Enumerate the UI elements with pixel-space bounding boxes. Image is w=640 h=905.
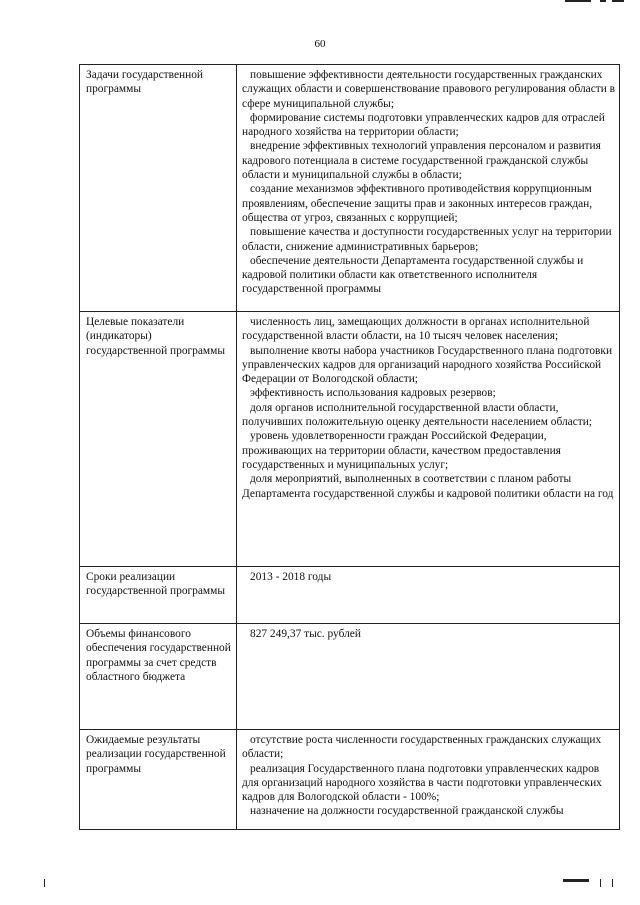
scan-mark bbox=[600, 0, 606, 2]
table-row bbox=[80, 730, 620, 830]
task-item: внедрение эффективных технологий управления персоналом и развития кадрового потенциала в системе государственной гражданской службы области и муниципальной службы в области; bbox=[242, 140, 601, 182]
scan-mark bbox=[565, 0, 591, 2]
task-item: повышение эффективности деятельности государственных гражданских служащих области и совершенствование правового регулирования области в сфере муниципальной службы; bbox=[242, 69, 616, 110]
indicator-item: доля мероприятий, выполненных в соответствии с планом работы Департамента государственной службы и кадровой политики области на год bbox=[242, 473, 614, 500]
row-label: Ожидаемые результаты реализации государственной программы bbox=[80, 730, 237, 830]
indicator-item: выполнение квоты набора участников Государственного плана подготовки управленческих кадров для организаций народного хозяйства Российской Федерации от Вологодской области; bbox=[242, 344, 613, 386]
scan-mark bbox=[600, 879, 601, 887]
row-content bbox=[237, 730, 620, 830]
result-item: назначение на должности государственной гражданской службы bbox=[250, 805, 564, 818]
funding-amount: 827 249,37 тыс. рублей bbox=[250, 628, 361, 640]
result-item: отсутствие роста численности государственных гражданских служащих области; bbox=[242, 734, 602, 761]
task-item: повышение качества и доступности государственных услуг на территории области, снижение административных барьеров; bbox=[242, 226, 612, 253]
page-number: 60 bbox=[314, 38, 326, 50]
table-row bbox=[80, 312, 620, 567]
row-content bbox=[237, 624, 620, 730]
result-item: реализация Государственного плана подготовки управленческих кадров для организаций народного хозяйства в части подготовки управленческих кадров для Вологодской области - 100%; bbox=[242, 762, 602, 804]
row-label: Целевые показатели (индикаторы) государственной программы bbox=[80, 312, 237, 567]
task-item: обеспечение деятельности Департамента государственной службы и кадровой политики области как ответственного исполнителя государственной программы bbox=[242, 254, 584, 296]
row-content bbox=[237, 312, 620, 567]
row-label: Объемы финансового обеспечения государственной программы за счет средств областного бюджета bbox=[80, 624, 237, 730]
scan-mark bbox=[563, 879, 589, 882]
table-row bbox=[80, 65, 620, 312]
scan-mark bbox=[612, 0, 624, 2]
indicator-item: численность лиц, замещающих должности в органах исполнительной государственной власти области, на 10 тысяч человек населения; bbox=[242, 316, 590, 343]
scan-mark bbox=[612, 879, 613, 887]
program-period: 2013 - 2018 годы bbox=[250, 571, 332, 583]
row-label: Сроки реализации государственной программы bbox=[80, 567, 237, 624]
indicator-item: уровень удовлетворенности граждан Российской Федерации, проживающих на территории области, качеством предоставления государственных и муниципальных услуг; bbox=[242, 430, 561, 471]
indicator-item: доля органов исполнительной государственной власти области, получивших положительную оценку деятельности населением области; bbox=[242, 401, 592, 429]
scan-mark bbox=[44, 879, 45, 887]
table-row bbox=[80, 567, 620, 624]
row-content bbox=[237, 65, 620, 312]
row-label: Задачи государственной программы bbox=[80, 65, 237, 312]
task-item: формирование системы подготовки управленческих кадров для отраслей народного хозяйства на территории области; bbox=[242, 111, 605, 139]
task-item: создание механизмов эффективного противодействия коррупционным проявлениям, обеспечение защиты прав и законных интересов граждан, общества от угроз, связанных с коррупцией; bbox=[242, 183, 593, 224]
table-row bbox=[80, 624, 620, 730]
row-content bbox=[237, 567, 620, 624]
indicator-item: эффективность использования кадровых резервов; bbox=[250, 387, 496, 400]
program-passport-table bbox=[79, 64, 620, 830]
